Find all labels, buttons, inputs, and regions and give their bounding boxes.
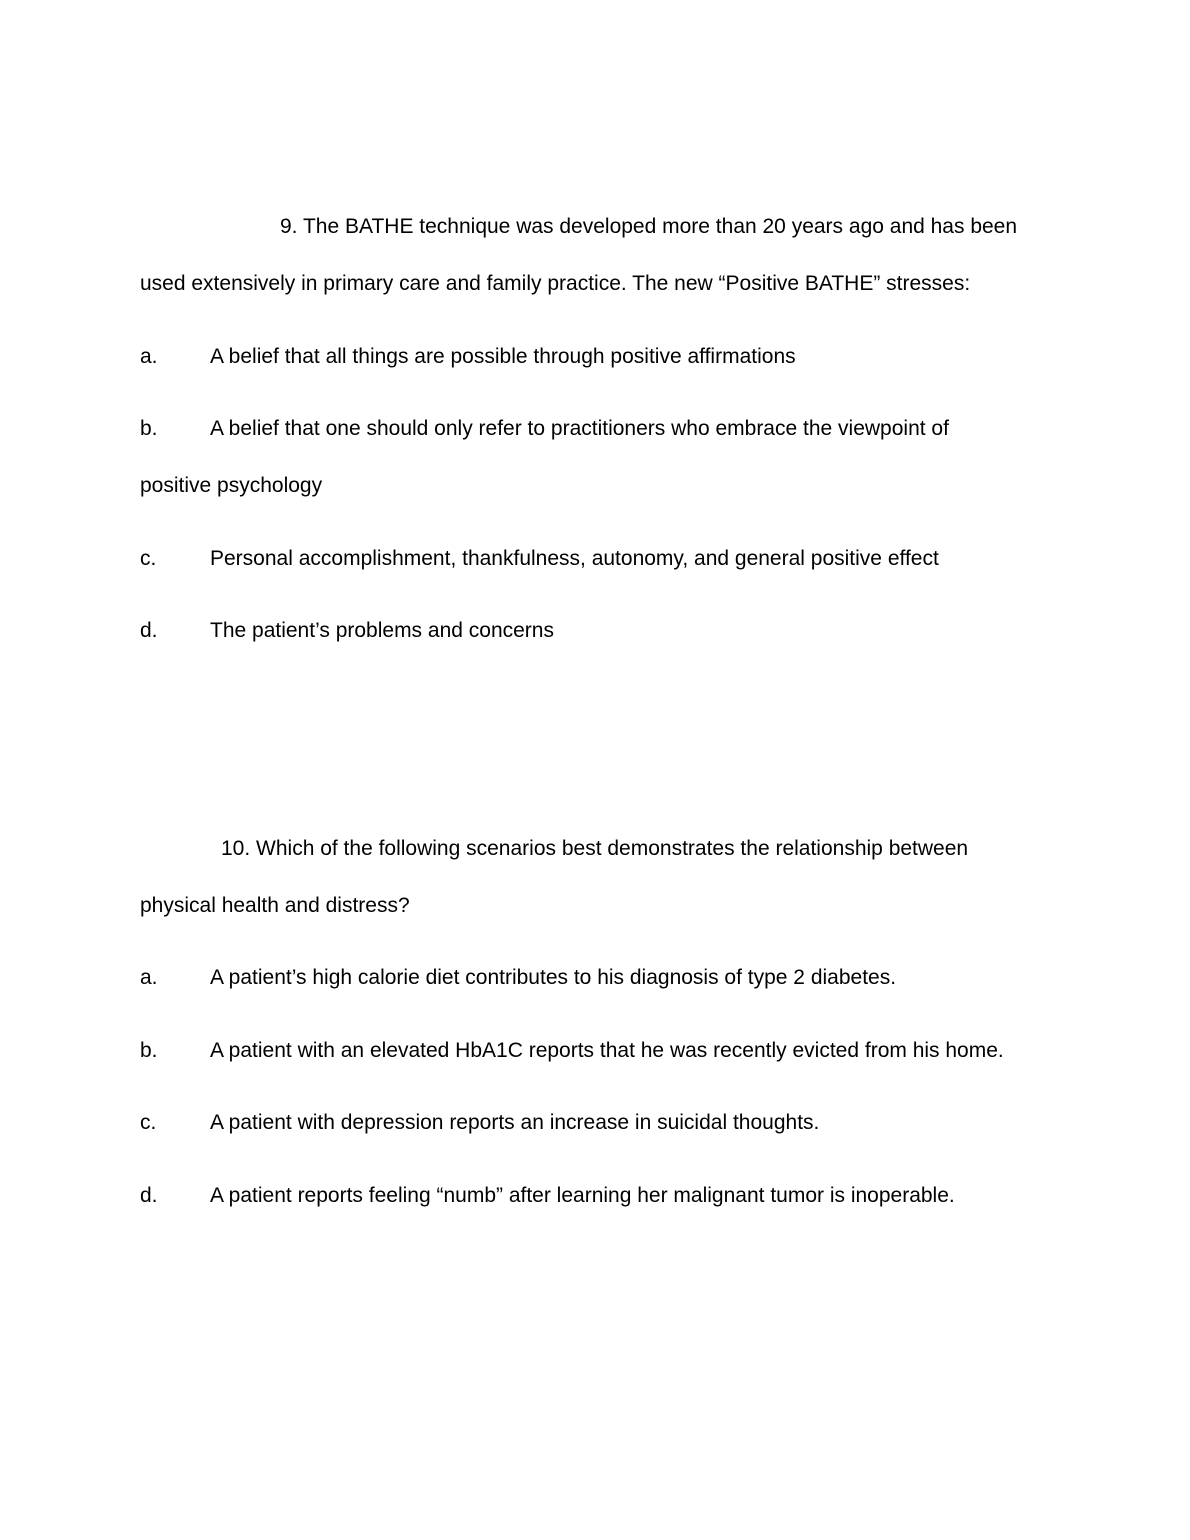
option-letter: c.	[140, 1111, 157, 1134]
option-letter: c.	[140, 547, 157, 570]
option-text: The patient’s problems and concerns	[210, 619, 554, 642]
option-text: A belief that one should only refer to practitioners who embrace the viewpoint of	[210, 417, 949, 440]
question-9-stem-line-1: 9. The BATHE technique was developed more than 20 years ago and has been	[280, 215, 1018, 238]
option-text: A patient’s high calorie diet contributes to his diagnosis of type 2 diabetes.	[210, 966, 897, 989]
option-text: Personal accomplishment, thankfulness, autonomy, and general positive effect	[210, 547, 939, 570]
option-letter: a.	[140, 345, 158, 368]
option-letter: b.	[140, 417, 158, 440]
option-text: A patient reports feeling “numb” after learning her malignant tumor is inoperable.	[210, 1184, 955, 1207]
question-10-stem-line-2: physical health and distress?	[140, 894, 410, 917]
option-text: A patient with an elevated HbA1C reports that he was recently evicted from his home.	[210, 1039, 1004, 1062]
option-text-continuation: positive psychology	[140, 474, 323, 497]
option-letter: d.	[140, 1184, 158, 1207]
option-text: A patient with depression reports an increase in suicidal thoughts.	[210, 1111, 820, 1134]
question-10-stem-line-1: 10. Which of the following scenarios best demonstrates the relationship between	[221, 837, 969, 860]
option-letter: a.	[140, 966, 158, 989]
option-text: A belief that all things are possible through positive affirmations	[210, 345, 796, 368]
option-letter: b.	[140, 1039, 158, 1062]
option-letter: d.	[140, 619, 158, 642]
question-9-stem-line-2: used extensively in primary care and family practice. The new “Positive BATHE” stresses:	[140, 272, 971, 295]
